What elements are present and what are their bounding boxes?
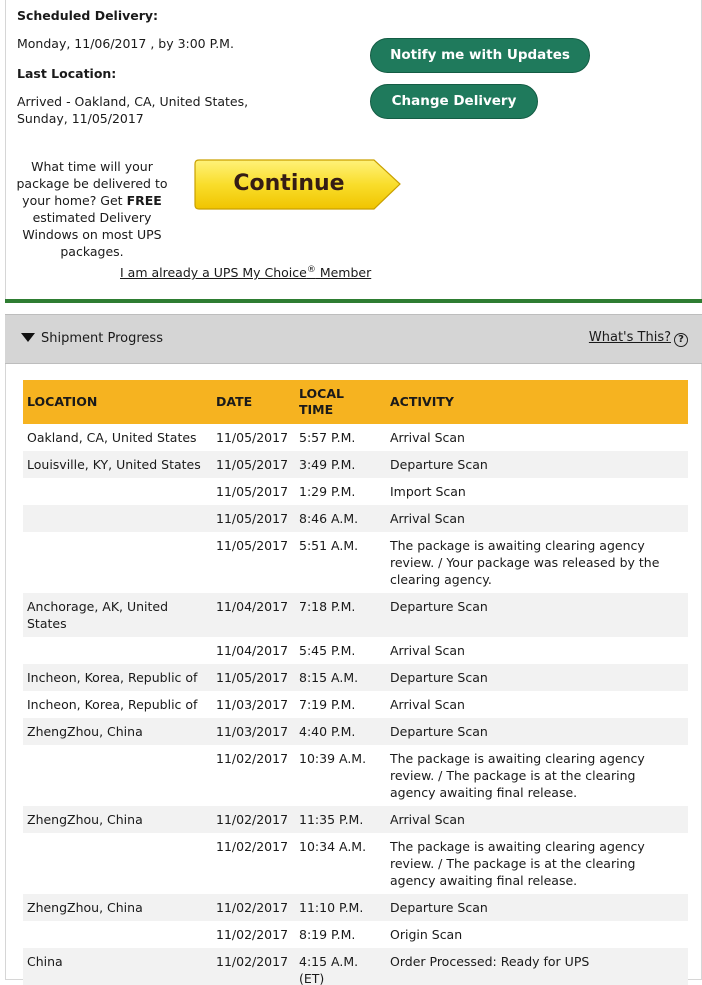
cell-date: 11/03/2017	[216, 697, 289, 712]
cell-activity: The package is awaiting clearing agency review. / The package is at the clearing agency awaiting final release.	[390, 751, 645, 800]
cell-local-time: 1:29 P.M.	[299, 484, 356, 499]
cell-activity: Origin Scan	[390, 927, 463, 942]
cell-location: Incheon, Korea, Republic of	[23, 664, 212, 691]
cell-activity: Arrival Scan	[390, 643, 465, 658]
cell-local-time: 10:39 A.M.	[299, 751, 367, 766]
cell-activity: The package is awaiting clearing agency review. / Your package was released by the clearing agency.	[390, 538, 660, 587]
cell-local-time: 5:57 P.M.	[299, 430, 356, 445]
whats-this-text: What's This?	[588, 330, 671, 345]
cell-date: 11/02/2017	[216, 927, 289, 942]
cell-date: 11/02/2017	[212, 806, 295, 833]
cell-date: 11/05/2017	[216, 538, 289, 553]
cell-local-time: 8:19 P.M.	[299, 927, 356, 942]
table-row	[23, 833, 688, 894]
delivery-summary-panel	[5, 0, 702, 300]
cell-local-time: 5:51 A.M.	[299, 538, 359, 553]
shipment-progress-table	[23, 380, 688, 985]
table-row	[23, 451, 688, 478]
shipment-progress-title: Shipment Progress	[41, 331, 163, 346]
member-link-text: I am already a UPS My Choice	[120, 265, 307, 281]
table-row	[23, 806, 688, 833]
cell-location: ZhengZhou, China	[23, 894, 212, 921]
shipment-progress-toggle[interactable]	[21, 331, 163, 346]
cell-local-time: 5:45 P.M.	[299, 643, 356, 658]
cell-date: 11/05/2017	[212, 664, 295, 691]
table-row	[23, 424, 688, 451]
cell-local-time: 4:40 P.M.	[295, 718, 386, 745]
cell-local-time: 11:10 P.M.	[295, 894, 386, 921]
cell-location: Louisville, KY, United States	[23, 451, 212, 478]
scheduled-delivery-value: Monday, 11/06/2017 , by 3:00 P.M.	[17, 36, 234, 51]
cell-activity: Arrival Scan	[386, 505, 688, 532]
my-choice-promo-text	[12, 158, 172, 260]
cell-local-time: 7:19 P.M.	[299, 697, 356, 712]
last-location-line2: Sunday, 11/05/2017	[17, 111, 144, 126]
cell-location	[23, 833, 212, 894]
cell-activity: Arrival Scan	[390, 697, 465, 712]
cell-location: China	[23, 948, 212, 985]
table-row	[23, 894, 688, 921]
cell-date: 11/05/2017	[216, 484, 289, 499]
promo-text-free: FREE	[126, 193, 162, 208]
cell-activity: The package is awaiting clearing agency review. / The package is at the clearing agency awaiting final release.	[390, 839, 645, 888]
cell-activity: Arrival Scan	[386, 806, 688, 833]
cell-activity: Departure Scan	[386, 593, 688, 637]
notify-updates-button[interactable]: Notify me with Updates	[370, 38, 590, 73]
cell-location	[23, 505, 212, 532]
table-row	[23, 593, 688, 637]
table-row	[23, 921, 688, 948]
cell-date: 11/02/2017	[216, 839, 289, 854]
shipment-progress-panel	[5, 364, 702, 985]
whats-this-link[interactable]	[589, 330, 688, 347]
cell-location: ZhengZhou, China	[23, 806, 212, 833]
cell-local-time: 4:15 A.M. (ET)	[295, 948, 386, 985]
caret-down-icon	[21, 333, 35, 342]
shipment-progress-header[interactable]	[5, 314, 702, 364]
table-row	[23, 637, 688, 664]
header-local-time: LOCAL TIME	[295, 380, 386, 424]
cell-date: 11/03/2017	[212, 718, 295, 745]
promo-text-before: What time will your package be delivered to your home? Get	[16, 159, 168, 208]
table-row	[23, 718, 688, 745]
my-choice-member-link[interactable]	[120, 265, 371, 280]
last-location-line1: Arrived - Oakland, CA, United States,	[17, 94, 249, 109]
cell-activity: Import Scan	[390, 484, 466, 499]
cell-date: 11/04/2017	[212, 593, 295, 637]
cell-location: Oakland, CA, United States	[27, 430, 197, 445]
scheduled-delivery-label: Scheduled Delivery:	[17, 8, 159, 23]
cell-local-time: 8:46 A.M.	[295, 505, 386, 532]
last-location-label: Last Location:	[17, 66, 117, 81]
change-delivery-button[interactable]: Change Delivery	[370, 84, 538, 119]
cell-activity: Departure Scan	[386, 451, 688, 478]
cell-local-time: 10:34 A.M.	[299, 839, 367, 854]
cell-local-time: 3:49 P.M.	[295, 451, 386, 478]
member-link-suffix: Member	[315, 265, 372, 281]
cell-date: 11/02/2017	[212, 894, 295, 921]
header-date: DATE	[212, 380, 295, 424]
registered-mark: ®	[306, 265, 316, 275]
cell-location	[23, 921, 212, 948]
cell-local-time: 11:35 P.M.	[295, 806, 386, 833]
cell-date: 11/05/2017	[216, 430, 289, 445]
cell-location: Anchorage, AK, United States	[23, 593, 212, 637]
help-circle-icon: ?	[674, 333, 688, 347]
cell-date: 11/02/2017	[212, 948, 295, 985]
cell-local-time: 8:15 A.M.	[295, 664, 386, 691]
section-divider	[5, 299, 702, 303]
cell-activity: Arrival Scan	[390, 430, 465, 445]
table-row	[23, 745, 688, 806]
table-row	[23, 948, 688, 985]
promo-text-after: estimated Delivery Windows on most UPS packages.	[22, 210, 162, 259]
cell-location	[23, 637, 212, 664]
header-activity: ACTIVITY	[386, 380, 688, 424]
cell-date: 11/05/2017	[212, 505, 295, 532]
table-row	[23, 505, 688, 532]
cell-location	[23, 745, 212, 806]
cell-activity: Order Processed: Ready for UPS	[386, 948, 688, 985]
table-row	[23, 478, 688, 505]
cell-activity: Departure Scan	[386, 718, 688, 745]
cell-date: 11/04/2017	[216, 643, 289, 658]
cell-location: Incheon, Korea, Republic of	[27, 697, 198, 712]
cell-local-time: 7:18 P.M.	[295, 593, 386, 637]
cell-location	[23, 532, 212, 593]
cell-date: 11/05/2017	[212, 451, 295, 478]
continue-label: Continue	[233, 171, 345, 196]
table-row	[23, 532, 688, 593]
cell-date: 11/02/2017	[216, 751, 289, 766]
table-header-row	[23, 380, 688, 424]
cell-location	[23, 478, 212, 505]
cell-activity: Departure Scan	[386, 664, 688, 691]
cell-location: ZhengZhou, China	[23, 718, 212, 745]
table-row	[23, 664, 688, 691]
header-location: LOCATION	[23, 380, 212, 424]
cell-activity: Departure Scan	[386, 894, 688, 921]
continue-button[interactable]	[194, 159, 402, 211]
table-row	[23, 691, 688, 718]
